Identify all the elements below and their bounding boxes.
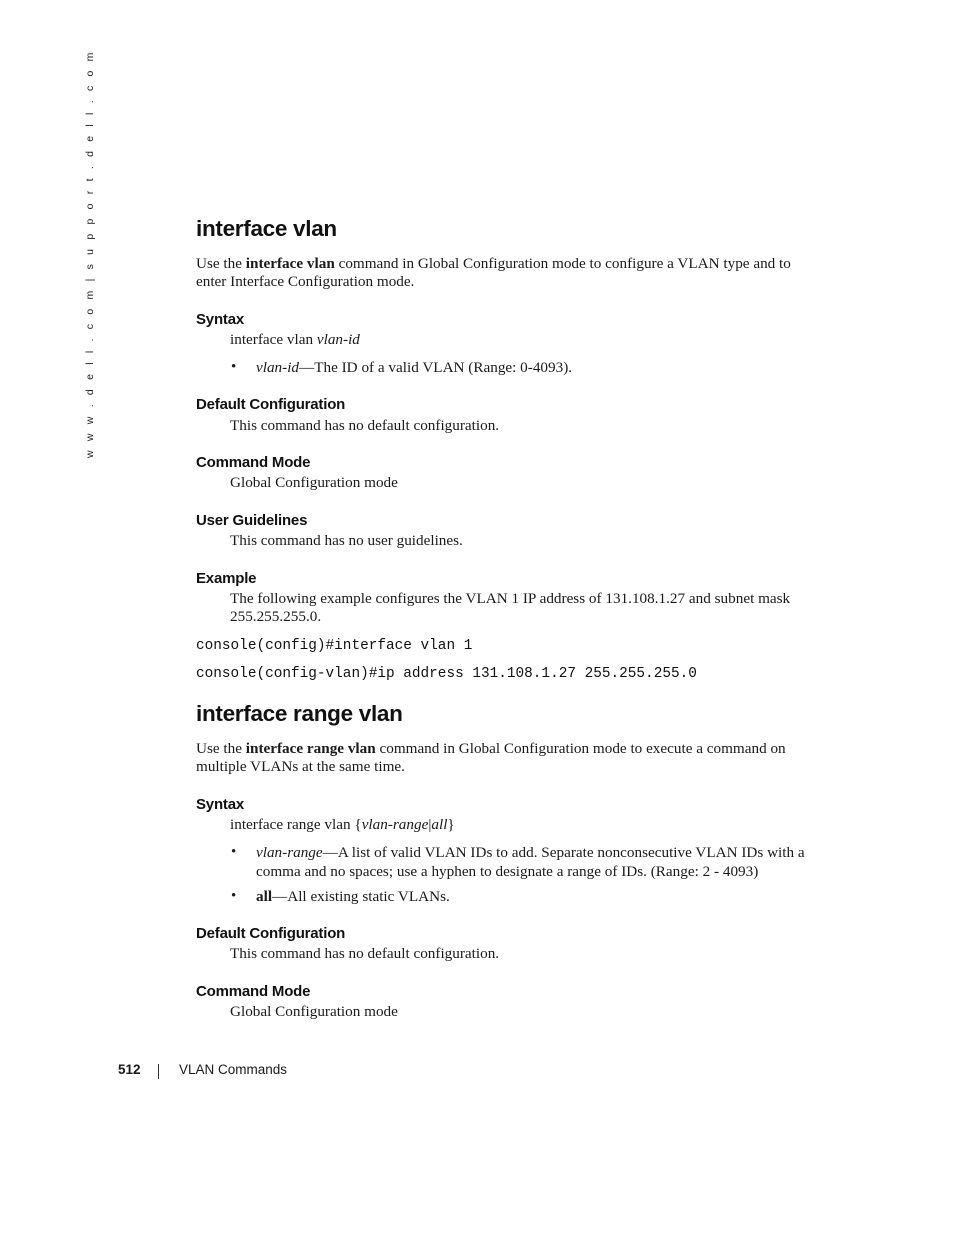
syntax-heading: Syntax xyxy=(196,796,244,813)
bullet-term: vlan-id xyxy=(256,359,300,376)
intro-post: command in Global Configuration mode to configure a VLAN type and to xyxy=(334,255,791,272)
section-title-interface-vlan: interface vlan xyxy=(196,216,337,241)
example-text xyxy=(230,590,790,626)
bullet-dot: • xyxy=(231,359,237,375)
bullet-desc: —A list of valid VLAN IDs to add. Separate nonconsecutive VLAN IDs with a xyxy=(322,844,805,861)
example-line2: 255.255.255.0. xyxy=(230,608,322,625)
syntax-brace-open: { xyxy=(354,816,362,833)
syntax-line xyxy=(230,816,455,834)
footer-chapter-title: VLAN Commands xyxy=(179,1062,288,1077)
command-mode-heading: Command Mode xyxy=(196,983,311,1000)
syntax-line xyxy=(230,331,360,349)
intro-pre: Use the xyxy=(196,255,246,272)
code-line: console(config)#interface vlan 1 xyxy=(196,638,473,654)
intro-post: command in Global Configuration mode to execute a command on xyxy=(375,740,786,757)
command-mode-heading: Command Mode xyxy=(196,454,311,471)
intro-pre: Use the xyxy=(196,740,246,757)
bullet-item xyxy=(256,888,450,907)
intro-paragraph xyxy=(196,740,786,776)
user-guidelines-text: This command has no user guidelines. xyxy=(230,532,463,549)
default-config-heading: Default Configuration xyxy=(196,396,346,413)
bullet-term: all xyxy=(256,888,273,905)
bullet-dot: • xyxy=(231,844,237,860)
bullet-desc: —All existing static VLANs. xyxy=(272,888,450,905)
bullet-item xyxy=(256,359,572,378)
command-mode-text: Global Configuration mode xyxy=(230,474,398,491)
bullet-term: vlan-range xyxy=(256,844,323,861)
example-line1: The following example configures the VLAN 1 IP address of 131.108.1.27 and subnet mask xyxy=(230,590,791,607)
syntax-separator: | xyxy=(428,816,432,833)
syntax-command: interface vlan xyxy=(230,331,317,348)
intro-command: interface vlan xyxy=(245,255,335,272)
section-title-interface-range-vlan: interface range vlan xyxy=(196,701,403,726)
example-heading: Example xyxy=(196,570,257,587)
intro-command: interface range vlan xyxy=(245,740,376,757)
syntax-command: interface range vlan xyxy=(230,816,355,833)
intro-paragraph xyxy=(196,255,791,291)
intro-line2: multiple VLANs at the same time. xyxy=(196,758,405,775)
side-url: w w w . d e l l . c o m | s u p p o r t . d e l l . c o m xyxy=(84,49,96,458)
syntax-brace-close: } xyxy=(447,816,455,833)
default-config-heading: Default Configuration xyxy=(196,925,346,942)
intro-line2: enter Interface Configuration mode. xyxy=(196,273,415,290)
default-config-text: This command has no default configuration. xyxy=(230,945,500,962)
syntax-heading: Syntax xyxy=(196,311,244,328)
page-number: 512 xyxy=(118,1062,141,1077)
bullet-desc-line2: comma and no spaces; use a hyphen to designate a range of IDs. (Range: 2 - 4093) xyxy=(256,862,759,880)
bullet-item xyxy=(256,844,805,881)
footer-divider xyxy=(158,1064,159,1079)
command-mode-text: Global Configuration mode xyxy=(230,1003,398,1020)
syntax-argument: vlan-id xyxy=(316,331,360,348)
code-line: console(config-vlan)#ip address 131.108.1.27 255.255.255.0 xyxy=(196,666,697,682)
syntax-argument: vlan-range xyxy=(361,816,429,833)
user-guidelines-heading: User Guidelines xyxy=(196,512,308,529)
default-config-text: This command has no default configuration. xyxy=(230,417,500,434)
bullet-dot: • xyxy=(231,888,237,904)
bullet-desc: —The ID of a valid VLAN (Range: 0-4093). xyxy=(299,359,573,376)
syntax-argument: all xyxy=(431,816,448,833)
